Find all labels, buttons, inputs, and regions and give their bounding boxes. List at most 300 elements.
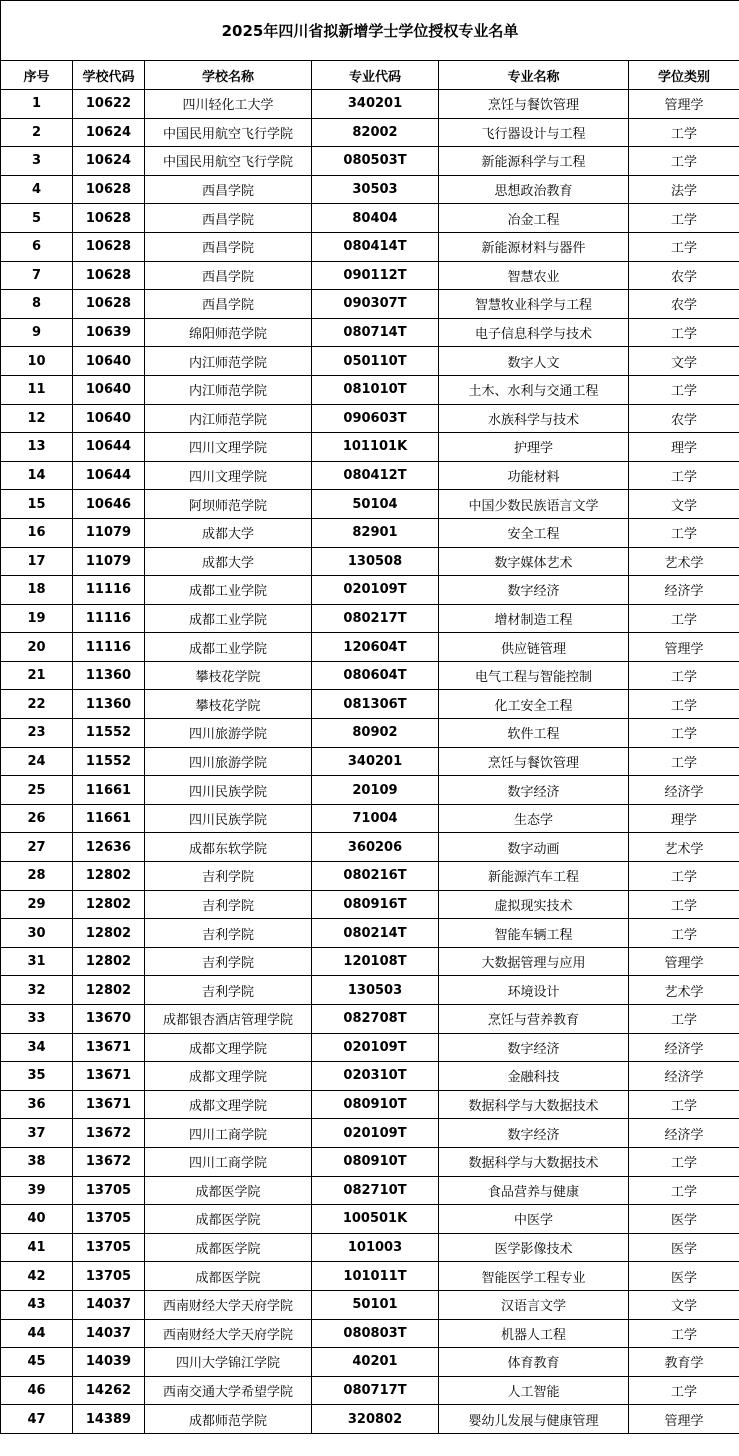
seq-no-cell: 7 xyxy=(1,261,73,290)
school-name-cell: 吉利学院 xyxy=(145,919,312,948)
major-code-cell: 080916T xyxy=(312,890,439,919)
degree-type-cell: 管理学 xyxy=(629,1405,739,1434)
school-code-cell: 10624 xyxy=(73,118,145,147)
school-code-cell: 10646 xyxy=(73,490,145,519)
table-row xyxy=(1,747,739,776)
degree-type-cell: 工学 xyxy=(629,862,739,891)
major-name-cell: 虚拟现实技术 xyxy=(439,890,629,919)
major-name-cell: 中国少数民族语言文学 xyxy=(439,490,629,519)
major-code-cell: 020109T xyxy=(312,1119,439,1148)
seq-no-cell: 32 xyxy=(1,976,73,1005)
major-name-cell: 电气工程与智能控制 xyxy=(439,661,629,690)
degree-type-cell: 工学 xyxy=(629,318,739,347)
school-name-cell: 中国民用航空飞行学院 xyxy=(145,147,312,176)
major-name-cell: 数字经济 xyxy=(439,1033,629,1062)
table-row xyxy=(1,490,739,519)
major-code-cell: 360206 xyxy=(312,833,439,862)
degree-type-cell: 工学 xyxy=(629,375,739,404)
major-name-cell: 数字动画 xyxy=(439,833,629,862)
degree-type-cell: 医学 xyxy=(629,1262,739,1291)
school-name-cell: 四川大学锦江学院 xyxy=(145,1348,312,1377)
school-code-cell: 14262 xyxy=(73,1376,145,1405)
table-row xyxy=(1,776,739,805)
degree-type-cell: 农学 xyxy=(629,290,739,319)
major-name-cell: 智慧农业 xyxy=(439,261,629,290)
major-code-cell: 090112T xyxy=(312,261,439,290)
major-code-cell: 340201 xyxy=(312,90,439,119)
school-name-cell: 成都医学院 xyxy=(145,1205,312,1234)
school-name-cell: 成都工业学院 xyxy=(145,576,312,605)
table-row xyxy=(1,890,739,919)
school-code-cell: 11661 xyxy=(73,776,145,805)
degree-type-cell: 工学 xyxy=(629,204,739,233)
degree-type-cell: 工学 xyxy=(629,747,739,776)
major-code-cell: 082708T xyxy=(312,1005,439,1034)
school-name-cell: 西昌学院 xyxy=(145,175,312,204)
school-code-cell: 11116 xyxy=(73,633,145,662)
major-code-cell: 020310T xyxy=(312,1062,439,1091)
school-code-cell: 10624 xyxy=(73,147,145,176)
major-name-cell: 中医学 xyxy=(439,1205,629,1234)
school-name-cell: 成都医学院 xyxy=(145,1233,312,1262)
school-name-cell: 攀枝花学院 xyxy=(145,661,312,690)
school-name-cell: 四川旅游学院 xyxy=(145,719,312,748)
table-row xyxy=(1,461,739,490)
degree-type-cell: 工学 xyxy=(629,1005,739,1034)
major-name-cell: 生态学 xyxy=(439,804,629,833)
table-row xyxy=(1,1119,739,1148)
degree-type-cell: 经济学 xyxy=(629,1033,739,1062)
major-code-cell: 050110T xyxy=(312,347,439,376)
major-code-cell: 090603T xyxy=(312,404,439,433)
major-code-cell: 081306T xyxy=(312,690,439,719)
school-code-cell: 14039 xyxy=(73,1348,145,1377)
school-name-cell: 成都师范学院 xyxy=(145,1405,312,1434)
major-code-cell: 130503 xyxy=(312,976,439,1005)
school-name-cell: 四川轻化工大学 xyxy=(145,90,312,119)
major-name-cell: 飞行器设计与工程 xyxy=(439,118,629,147)
major-code-cell: 50104 xyxy=(312,490,439,519)
seq-no-cell: 45 xyxy=(1,1348,73,1377)
school-code-cell: 13670 xyxy=(73,1005,145,1034)
table-row xyxy=(1,118,739,147)
major-name-cell: 安全工程 xyxy=(439,518,629,547)
degree-type-cell: 工学 xyxy=(629,690,739,719)
school-code-cell: 10622 xyxy=(73,90,145,119)
table-row xyxy=(1,433,739,462)
table-row xyxy=(1,232,739,261)
table-row xyxy=(1,261,739,290)
seq-no-cell: 25 xyxy=(1,776,73,805)
school-name-cell: 四川工商学院 xyxy=(145,1119,312,1148)
school-code-cell: 12636 xyxy=(73,833,145,862)
table-row xyxy=(1,661,739,690)
degree-type-cell: 管理学 xyxy=(629,90,739,119)
degree-type-cell: 管理学 xyxy=(629,633,739,662)
table-row xyxy=(1,1376,739,1405)
school-code-cell: 12802 xyxy=(73,919,145,948)
school-name-cell: 内江师范学院 xyxy=(145,375,312,404)
table-row xyxy=(1,1005,739,1034)
seq-no-cell: 29 xyxy=(1,890,73,919)
degree-type-cell: 工学 xyxy=(629,1090,739,1119)
seq-no-cell: 20 xyxy=(1,633,73,662)
major-name-cell: 软件工程 xyxy=(439,719,629,748)
major-name-cell: 护理学 xyxy=(439,433,629,462)
school-code-cell: 13671 xyxy=(73,1090,145,1119)
table-row xyxy=(1,1090,739,1119)
school-code-cell: 14389 xyxy=(73,1405,145,1434)
major-code-cell: 100501K xyxy=(312,1205,439,1234)
major-name-cell: 汉语言文学 xyxy=(439,1290,629,1319)
major-code-cell: 82901 xyxy=(312,518,439,547)
degree-type-cell: 工学 xyxy=(629,518,739,547)
table-row xyxy=(1,576,739,605)
major-name-cell: 水族科学与技术 xyxy=(439,404,629,433)
seq-no-cell: 3 xyxy=(1,147,73,176)
seq-no-cell: 11 xyxy=(1,375,73,404)
school-name-cell: 西昌学院 xyxy=(145,204,312,233)
seq-no-cell: 42 xyxy=(1,1262,73,1291)
major-name-cell: 数字经济 xyxy=(439,576,629,605)
degree-type-cell: 管理学 xyxy=(629,947,739,976)
table-row xyxy=(1,290,739,319)
seq-no-cell: 18 xyxy=(1,576,73,605)
school-code-cell: 10628 xyxy=(73,232,145,261)
seq-no-cell: 17 xyxy=(1,547,73,576)
table-row xyxy=(1,804,739,833)
table-row xyxy=(1,633,739,662)
seq-no-cell: 22 xyxy=(1,690,73,719)
major-code-cell: 130508 xyxy=(312,547,439,576)
major-code-cell: 30503 xyxy=(312,175,439,204)
degree-type-cell: 医学 xyxy=(629,1233,739,1262)
school-code-cell: 10628 xyxy=(73,261,145,290)
degree-type-cell: 工学 xyxy=(629,118,739,147)
seq-no-cell: 19 xyxy=(1,604,73,633)
table-row xyxy=(1,919,739,948)
school-name-cell: 成都文理学院 xyxy=(145,1033,312,1062)
table-row xyxy=(1,1233,739,1262)
table-row xyxy=(1,833,739,862)
school-name-cell: 阿坝师范学院 xyxy=(145,490,312,519)
degree-type-cell: 工学 xyxy=(629,604,739,633)
school-code-cell: 10640 xyxy=(73,375,145,404)
major-name-cell: 金融科技 xyxy=(439,1062,629,1091)
seq-no-cell: 4 xyxy=(1,175,73,204)
major-name-cell: 化工安全工程 xyxy=(439,690,629,719)
header-major-name: 专业名称 xyxy=(439,61,629,90)
major-name-cell: 新能源材料与器件 xyxy=(439,232,629,261)
seq-no-cell: 44 xyxy=(1,1319,73,1348)
table-body xyxy=(1,90,739,1434)
seq-no-cell: 1 xyxy=(1,90,73,119)
degree-type-cell: 工学 xyxy=(629,232,739,261)
header-row xyxy=(1,61,739,90)
school-code-cell: 13671 xyxy=(73,1033,145,1062)
school-code-cell: 12802 xyxy=(73,947,145,976)
major-name-cell: 数据科学与大数据技术 xyxy=(439,1147,629,1176)
seq-no-cell: 30 xyxy=(1,919,73,948)
seq-no-cell: 34 xyxy=(1,1033,73,1062)
school-name-cell: 西昌学院 xyxy=(145,290,312,319)
major-code-cell: 080503T xyxy=(312,147,439,176)
major-name-cell: 供应链管理 xyxy=(439,633,629,662)
header-major-code: 专业代码 xyxy=(312,61,439,90)
degree-type-cell: 经济学 xyxy=(629,1119,739,1148)
header-seq-no: 序号 xyxy=(1,61,73,90)
major-name-cell: 新能源科学与工程 xyxy=(439,147,629,176)
major-name-cell: 冶金工程 xyxy=(439,204,629,233)
major-name-cell: 烹饪与餐饮管理 xyxy=(439,90,629,119)
seq-no-cell: 26 xyxy=(1,804,73,833)
school-code-cell: 11360 xyxy=(73,690,145,719)
table-row xyxy=(1,518,739,547)
school-code-cell: 10628 xyxy=(73,175,145,204)
table-row xyxy=(1,1205,739,1234)
degree-type-cell: 经济学 xyxy=(629,776,739,805)
school-name-cell: 成都文理学院 xyxy=(145,1090,312,1119)
major-code-cell: 090307T xyxy=(312,290,439,319)
school-name-cell: 四川工商学院 xyxy=(145,1147,312,1176)
header-school-name: 学校名称 xyxy=(145,61,312,90)
school-code-cell: 11552 xyxy=(73,747,145,776)
school-name-cell: 成都工业学院 xyxy=(145,633,312,662)
title-row xyxy=(1,1,739,61)
school-code-cell: 10628 xyxy=(73,290,145,319)
seq-no-cell: 14 xyxy=(1,461,73,490)
degree-type-cell: 经济学 xyxy=(629,576,739,605)
header-degree-type: 学位类别 xyxy=(629,61,739,90)
major-code-cell: 320802 xyxy=(312,1405,439,1434)
major-name-cell: 人工智能 xyxy=(439,1376,629,1405)
table-row xyxy=(1,1147,739,1176)
school-name-cell: 成都文理学院 xyxy=(145,1062,312,1091)
major-code-cell: 101101K xyxy=(312,433,439,462)
school-code-cell: 11661 xyxy=(73,804,145,833)
school-code-cell: 13705 xyxy=(73,1205,145,1234)
major-code-cell: 080803T xyxy=(312,1319,439,1348)
school-code-cell: 13705 xyxy=(73,1262,145,1291)
seq-no-cell: 33 xyxy=(1,1005,73,1034)
school-code-cell: 14037 xyxy=(73,1319,145,1348)
seq-no-cell: 24 xyxy=(1,747,73,776)
degree-type-cell: 工学 xyxy=(629,719,739,748)
school-name-cell: 成都大学 xyxy=(145,518,312,547)
degree-type-cell: 工学 xyxy=(629,919,739,948)
seq-no-cell: 40 xyxy=(1,1205,73,1234)
degree-type-cell: 工学 xyxy=(629,890,739,919)
major-code-cell: 80404 xyxy=(312,204,439,233)
school-name-cell: 四川旅游学院 xyxy=(145,747,312,776)
school-code-cell: 11116 xyxy=(73,604,145,633)
school-name-cell: 成都医学院 xyxy=(145,1262,312,1291)
major-name-cell: 数字经济 xyxy=(439,776,629,805)
major-code-cell: 080414T xyxy=(312,232,439,261)
seq-no-cell: 27 xyxy=(1,833,73,862)
seq-no-cell: 36 xyxy=(1,1090,73,1119)
major-name-cell: 智慧牧业科学与工程 xyxy=(439,290,629,319)
major-name-cell: 烹饪与餐饮管理 xyxy=(439,747,629,776)
major-code-cell: 50101 xyxy=(312,1290,439,1319)
school-name-cell: 内江师范学院 xyxy=(145,404,312,433)
table-row xyxy=(1,375,739,404)
school-code-cell: 13672 xyxy=(73,1119,145,1148)
degree-type-cell: 教育学 xyxy=(629,1348,739,1377)
major-name-cell: 土木、水利与交通工程 xyxy=(439,375,629,404)
degree-type-cell: 医学 xyxy=(629,1205,739,1234)
major-code-cell: 71004 xyxy=(312,804,439,833)
school-code-cell: 12802 xyxy=(73,890,145,919)
seq-no-cell: 39 xyxy=(1,1176,73,1205)
major-name-cell: 新能源汽车工程 xyxy=(439,862,629,891)
major-name-cell: 电子信息科学与技术 xyxy=(439,318,629,347)
school-name-cell: 四川文理学院 xyxy=(145,433,312,462)
table-row xyxy=(1,175,739,204)
seq-no-cell: 6 xyxy=(1,232,73,261)
school-name-cell: 吉利学院 xyxy=(145,862,312,891)
seq-no-cell: 2 xyxy=(1,118,73,147)
school-name-cell: 成都银杏酒店管理学院 xyxy=(145,1005,312,1034)
seq-no-cell: 5 xyxy=(1,204,73,233)
table-row xyxy=(1,1290,739,1319)
major-name-cell: 烹饪与营养教育 xyxy=(439,1005,629,1034)
major-name-cell: 智能医学工程专业 xyxy=(439,1262,629,1291)
degree-type-cell: 艺术学 xyxy=(629,833,739,862)
table-row xyxy=(1,690,739,719)
major-code-cell: 20109 xyxy=(312,776,439,805)
school-name-cell: 吉利学院 xyxy=(145,890,312,919)
table-row xyxy=(1,547,739,576)
degree-type-cell: 文学 xyxy=(629,347,739,376)
major-name-cell: 婴幼儿发展与健康管理 xyxy=(439,1405,629,1434)
header-school-code: 学校代码 xyxy=(73,61,145,90)
table-row xyxy=(1,204,739,233)
seq-no-cell: 47 xyxy=(1,1405,73,1434)
seq-no-cell: 10 xyxy=(1,347,73,376)
degree-type-cell: 工学 xyxy=(629,1319,739,1348)
school-name-cell: 成都大学 xyxy=(145,547,312,576)
table-row xyxy=(1,147,739,176)
degree-type-cell: 经济学 xyxy=(629,1062,739,1091)
table-row xyxy=(1,1033,739,1062)
seq-no-cell: 9 xyxy=(1,318,73,347)
table-row xyxy=(1,347,739,376)
major-code-cell: 080910T xyxy=(312,1090,439,1119)
major-code-cell: 120108T xyxy=(312,947,439,976)
major-code-cell: 101003 xyxy=(312,1233,439,1262)
seq-no-cell: 16 xyxy=(1,518,73,547)
school-code-cell: 10639 xyxy=(73,318,145,347)
degree-type-cell: 文学 xyxy=(629,1290,739,1319)
table-row xyxy=(1,976,739,1005)
seq-no-cell: 37 xyxy=(1,1119,73,1148)
major-name-cell: 数字经济 xyxy=(439,1119,629,1148)
degree-type-cell: 理学 xyxy=(629,433,739,462)
table-row xyxy=(1,604,739,633)
major-code-cell: 40201 xyxy=(312,1348,439,1377)
table-row xyxy=(1,1176,739,1205)
degree-type-cell: 工学 xyxy=(629,1176,739,1205)
school-code-cell: 11079 xyxy=(73,518,145,547)
degree-type-cell: 工学 xyxy=(629,1376,739,1405)
seq-no-cell: 35 xyxy=(1,1062,73,1091)
degree-type-cell: 法学 xyxy=(629,175,739,204)
table-row xyxy=(1,862,739,891)
seq-no-cell: 28 xyxy=(1,862,73,891)
school-name-cell: 西南财经大学天府学院 xyxy=(145,1319,312,1348)
major-name-cell: 思想政治教育 xyxy=(439,175,629,204)
major-code-cell: 020109T xyxy=(312,1033,439,1062)
seq-no-cell: 41 xyxy=(1,1233,73,1262)
school-code-cell: 11079 xyxy=(73,547,145,576)
table-row xyxy=(1,1262,739,1291)
major-code-cell: 080216T xyxy=(312,862,439,891)
school-code-cell: 10628 xyxy=(73,204,145,233)
degree-type-cell: 农学 xyxy=(629,404,739,433)
school-name-cell: 绵阳师范学院 xyxy=(145,318,312,347)
major-code-cell: 080217T xyxy=(312,604,439,633)
degree-type-cell: 工学 xyxy=(629,461,739,490)
major-name-cell: 医学影像技术 xyxy=(439,1233,629,1262)
table-row xyxy=(1,1405,739,1434)
school-name-cell: 四川文理学院 xyxy=(145,461,312,490)
major-name-cell: 智能车辆工程 xyxy=(439,919,629,948)
degree-type-cell: 工学 xyxy=(629,147,739,176)
degree-type-cell: 工学 xyxy=(629,661,739,690)
school-name-cell: 吉利学院 xyxy=(145,976,312,1005)
school-name-cell: 西南交通大学希望学院 xyxy=(145,1376,312,1405)
major-name-cell: 大数据管理与应用 xyxy=(439,947,629,976)
school-code-cell: 13671 xyxy=(73,1062,145,1091)
degree-type-cell: 工学 xyxy=(629,1147,739,1176)
school-code-cell: 10644 xyxy=(73,433,145,462)
school-name-cell: 内江师范学院 xyxy=(145,347,312,376)
school-name-cell: 西昌学院 xyxy=(145,261,312,290)
degree-type-cell: 艺术学 xyxy=(629,547,739,576)
school-code-cell: 10640 xyxy=(73,404,145,433)
major-code-cell: 080910T xyxy=(312,1147,439,1176)
major-name-cell: 体育教育 xyxy=(439,1348,629,1377)
major-code-cell: 080604T xyxy=(312,661,439,690)
major-name-cell: 食品营养与健康 xyxy=(439,1176,629,1205)
table-row xyxy=(1,719,739,748)
table-title: 2025年四川省拟新增学士学位授权专业名单 xyxy=(1,1,739,61)
school-code-cell: 13672 xyxy=(73,1147,145,1176)
school-name-cell: 四川民族学院 xyxy=(145,776,312,805)
major-code-cell: 101011T xyxy=(312,1262,439,1291)
major-code-cell: 120604T xyxy=(312,633,439,662)
major-code-cell: 080717T xyxy=(312,1376,439,1405)
degree-type-cell: 文学 xyxy=(629,490,739,519)
school-code-cell: 11552 xyxy=(73,719,145,748)
school-name-cell: 西昌学院 xyxy=(145,232,312,261)
seq-no-cell: 46 xyxy=(1,1376,73,1405)
table-row xyxy=(1,90,739,119)
major-name-cell: 增材制造工程 xyxy=(439,604,629,633)
school-name-cell: 成都工业学院 xyxy=(145,604,312,633)
school-name-cell: 中国民用航空飞行学院 xyxy=(145,118,312,147)
major-code-cell: 081010T xyxy=(312,375,439,404)
major-code-cell: 080714T xyxy=(312,318,439,347)
major-name-cell: 机器人工程 xyxy=(439,1319,629,1348)
school-code-cell: 10640 xyxy=(73,347,145,376)
table-row xyxy=(1,947,739,976)
major-code-cell: 080214T xyxy=(312,919,439,948)
table-row xyxy=(1,404,739,433)
school-code-cell: 11360 xyxy=(73,661,145,690)
seq-no-cell: 21 xyxy=(1,661,73,690)
